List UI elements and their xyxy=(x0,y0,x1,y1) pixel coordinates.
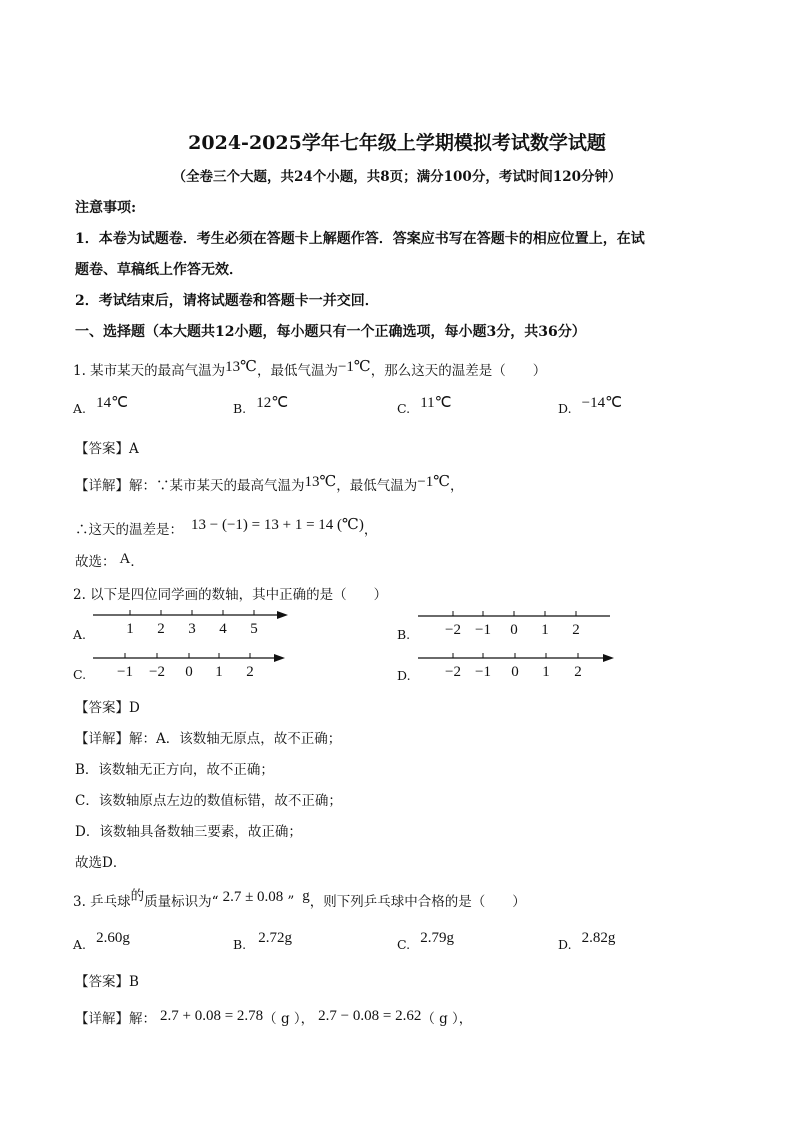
q1-stem-text-c: ，那么这天的温差是（ ） xyxy=(370,363,547,379)
q1-option-a-letter: A. xyxy=(73,401,87,416)
tick-label: 1 xyxy=(215,664,223,680)
q1-choose-label: 故选： xyxy=(75,554,116,570)
notice-item-1-line-1: 1．本卷为试题卷．考生必须在答题卡上解题作答．答案应书写在答题卡的相应位置上，在试 xyxy=(75,231,645,247)
tick-label: 5 xyxy=(250,621,258,637)
q1-option-c-letter: C. xyxy=(397,401,411,416)
axis-arrow-icon xyxy=(277,611,288,619)
tick-label: 3 xyxy=(188,621,196,637)
q2-number-line-d xyxy=(418,648,618,680)
tick-label: 0 xyxy=(185,664,193,680)
q3-unit-1: （ g ）， xyxy=(263,1011,315,1027)
q3-detail xyxy=(75,1007,472,1028)
q3-option-a xyxy=(73,930,130,954)
q3-unit-2: （ g ）， xyxy=(421,1011,473,1027)
tick-label: −2 xyxy=(149,664,165,680)
q3-option-c-letter: C. xyxy=(397,937,411,952)
tick-label: 1 xyxy=(542,664,550,680)
notice-item-1-line-2: 题卷、草稿纸上作答无效． xyxy=(75,262,243,278)
q1-option-b-letter: B. xyxy=(233,401,247,416)
q1-line2-text: ∴这天的温差是： xyxy=(75,522,183,538)
q2-number-line-b xyxy=(418,606,618,638)
q3-option-b-value: 2.72g xyxy=(258,930,293,946)
q3-option-d xyxy=(558,930,616,954)
q1-option-a-value: 14℃ xyxy=(96,395,128,411)
tick-label: 1 xyxy=(541,622,549,638)
tick-label: −2 xyxy=(445,622,461,638)
q1-stem xyxy=(73,359,546,380)
tick-label: 2 xyxy=(574,664,582,680)
q3-option-c xyxy=(397,930,454,954)
q3-answer: 【答案】B xyxy=(75,974,139,990)
tick-label: −1 xyxy=(117,664,133,680)
q3-detail-text: 【详解】解： xyxy=(75,1011,156,1027)
q3-stem-text-c: ” xyxy=(287,894,295,910)
q1-stem-text-a: 1. 某市某天的最高气温为 xyxy=(73,363,226,379)
q1-detail-text-a: 【详解】解：∵某市某天的最高气温为 xyxy=(75,478,305,494)
tick-label: −1 xyxy=(475,664,491,680)
q3-stem xyxy=(73,890,526,911)
q2-number-line-c xyxy=(93,648,293,680)
tick-label: 1 xyxy=(126,621,134,637)
q3-option-b xyxy=(233,930,293,954)
q1-low-temp: −1℃ xyxy=(337,359,371,375)
q1-detail-text-c: ， xyxy=(450,478,464,494)
tick-label: 2 xyxy=(572,622,580,638)
q1-option-c-value: 11℃ xyxy=(420,395,452,411)
q2-detail-2: B．该数轴无正方向，故不正确； xyxy=(75,762,274,778)
q3-stem-text-a: 3. 乒乓球 xyxy=(73,894,131,910)
q2-option-c-letter: C. xyxy=(73,667,87,682)
q1-option-a xyxy=(73,395,128,418)
q2-stem: 2. 以下是四位同学画的数轴，其中正确的是（ ） xyxy=(73,587,388,603)
q2-option-b-letter: B. xyxy=(397,627,411,642)
q3-stem-text-b: 质量标识为“ xyxy=(144,894,219,910)
tick-label: 0 xyxy=(511,664,519,680)
q1-choose-value: A xyxy=(119,551,131,567)
page-title: 2024-2025学年七年级上学期模拟考试数学试题 xyxy=(188,132,606,154)
q2-option-a-letter: A. xyxy=(73,627,87,642)
q1-option-d-letter: D. xyxy=(558,401,572,416)
tick-label: −1 xyxy=(475,622,491,638)
q1-detail-low: −1℃ xyxy=(417,474,451,490)
q3-upper-bound: 2.7 + 0.08 = 2.78 xyxy=(160,1008,264,1024)
q1-temp-diff-line xyxy=(75,518,377,539)
q3-mass-mark: 2.7 ± 0.08 xyxy=(222,889,284,905)
q2-detail-1: 【详解】解：A．该数轴无原点，故不正确； xyxy=(75,731,342,747)
q3-unit: g xyxy=(302,888,310,904)
q2-detail-3: C．该数轴原点左边的数值标错，故不正确； xyxy=(75,793,342,809)
q3-stem-text-d: ，则下列乒乓球中合格的是（ ） xyxy=(309,894,526,910)
section-1-heading: 一、选择题（本大题共12小题，每小题只有一个正确选项，每小题3分，共36分） xyxy=(75,324,586,340)
q1-high-temp: 13℃ xyxy=(225,359,257,375)
q3-option-d-value: 2.82g xyxy=(581,930,616,946)
q1-option-d-value: −14℃ xyxy=(581,395,622,411)
q1-temp-diff-formula: 13 − (−1) = 13 + 1 = 14 (℃) xyxy=(191,517,364,533)
axis-arrow-icon xyxy=(603,654,614,662)
q2-detail-4: D．该数轴具备数轴三要素，故正确； xyxy=(75,824,302,840)
q1-option-b xyxy=(233,395,289,418)
q1-option-d xyxy=(558,395,622,418)
notice-item-2: 2．考试结束后，请将试题卷和答题卡一并交回． xyxy=(75,293,379,309)
tick-label: 2 xyxy=(157,621,165,637)
q1-detail-text-b: ，最低气温为 xyxy=(336,478,418,494)
q1-choose xyxy=(75,550,144,571)
q1-line2-end: ， xyxy=(363,522,378,538)
q3-lower-bound: 2.7 − 0.08 = 2.62 xyxy=(318,1008,422,1024)
notice-heading: 注意事项: xyxy=(75,200,137,216)
q1-stem-text-b: ，最低气温为 xyxy=(256,363,338,379)
q2-option-d-letter: D. xyxy=(397,668,411,683)
q3-option-a-letter: A. xyxy=(73,937,87,952)
tick-label: −2 xyxy=(445,664,461,680)
q3-option-d-letter: D. xyxy=(558,937,572,952)
q1-answer: 【答案】A xyxy=(75,441,139,457)
q1-choose-end: ． xyxy=(130,554,144,570)
q3-stem-de: 的 xyxy=(130,888,145,904)
tick-label: 2 xyxy=(246,664,254,680)
q1-option-c xyxy=(397,395,452,418)
q1-detail xyxy=(75,474,464,495)
q3-option-a-value: 2.60g xyxy=(96,930,130,946)
q1-option-b-value: 12℃ xyxy=(256,395,289,411)
tick-label: 4 xyxy=(219,621,227,637)
q2-answer: 【答案】D xyxy=(75,700,140,716)
q3-option-b-letter: B. xyxy=(233,937,247,952)
q2-number-line-a xyxy=(93,605,293,637)
q3-option-c-value: 2.79g xyxy=(420,930,454,946)
tick-label: 0 xyxy=(510,622,518,638)
q2-choose: 故选D． xyxy=(75,855,127,871)
axis-arrow-icon xyxy=(274,654,285,662)
q1-detail-high: 13℃ xyxy=(304,474,337,490)
page-subtitle: （全卷三个大题，共24个小题，共8页；满分100分，考试时间120分钟） xyxy=(172,169,622,185)
